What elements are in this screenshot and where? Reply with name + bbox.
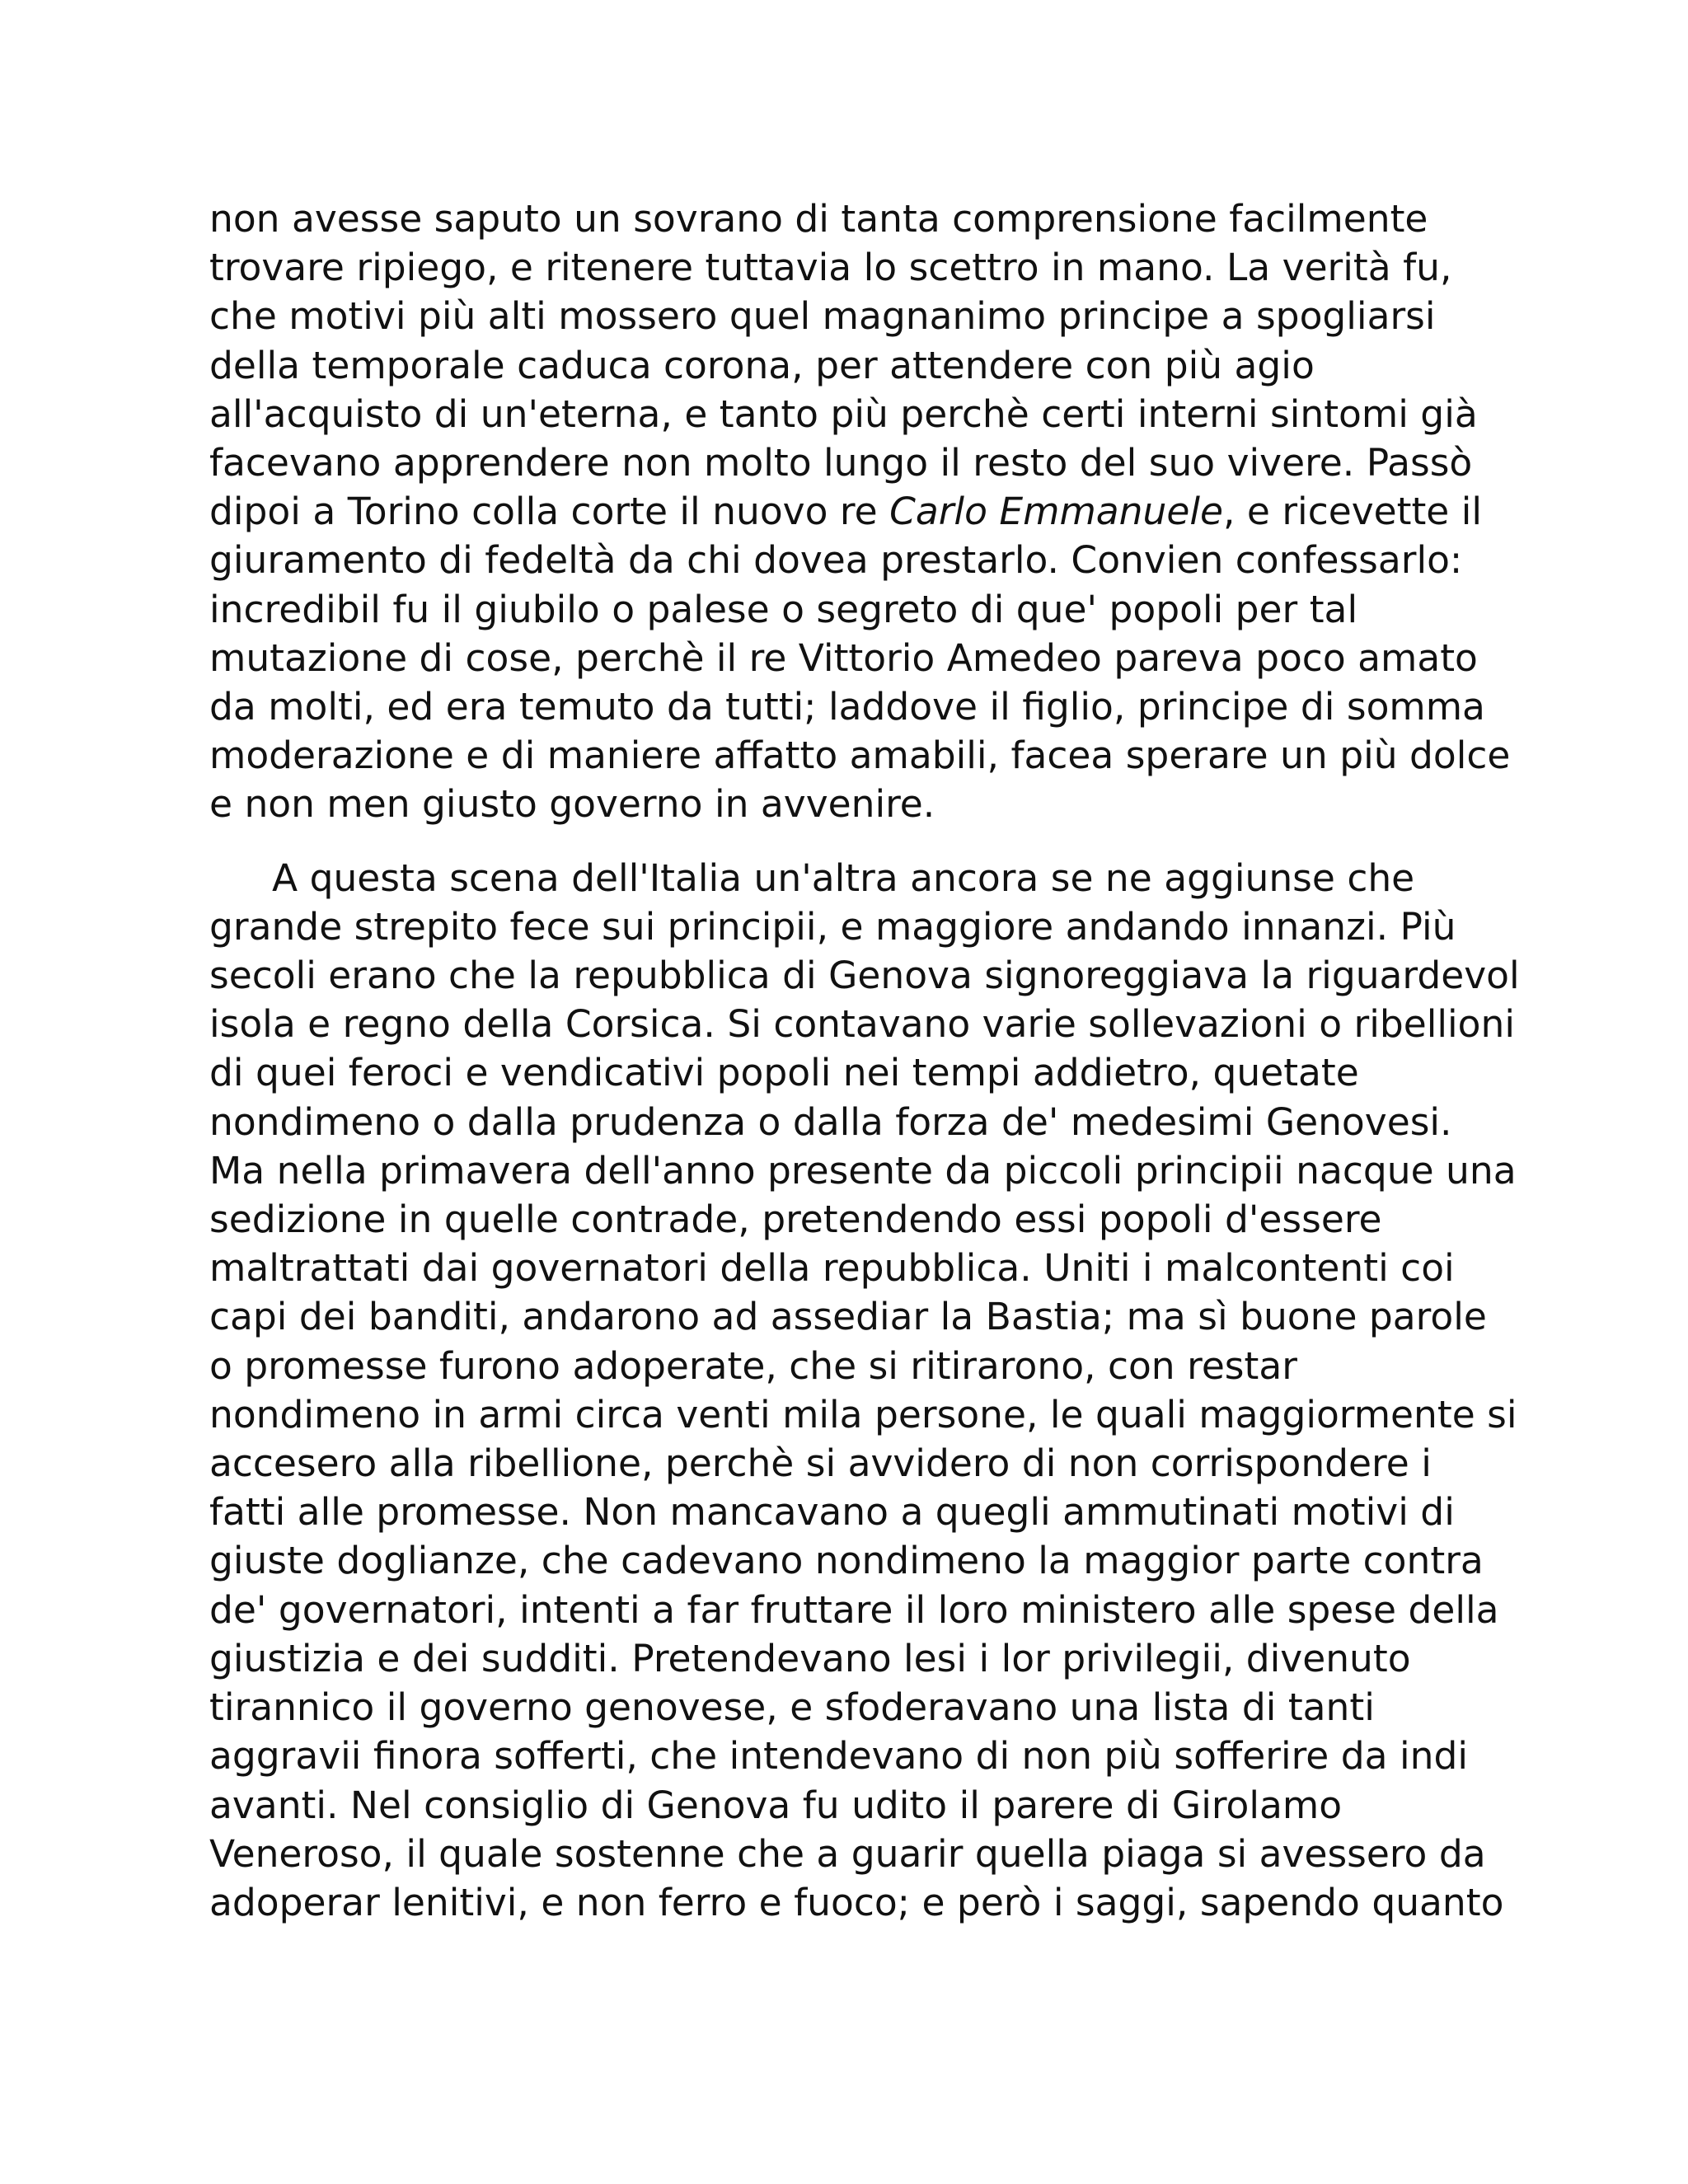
text-line: o promesse furono adoperate, che si ritirarono, con restar (209, 1343, 1297, 1388)
text-line: capi dei banditi, andarono ad assediar la Bastia; ma sì buone parole (209, 1295, 1487, 1339)
text-line: della temporale caduca corona, per attendere con più agio (209, 343, 1315, 387)
text-line: tirannico il governo genovese, e sfoderavano una lista di tanti (209, 1685, 1375, 1730)
text-line: giuramento di fedeltà da chi dovea prestarlo. Convien confessarlo: (209, 538, 1463, 583)
text-line: sedizione in quelle contrade, pretendendo essi popoli d'essere (209, 1197, 1382, 1242)
text-line: avanti. Nel consiglio di Genova fu udito il parere di Girolamo (209, 1783, 1343, 1827)
text-line: nondimeno in armi circa venti mila persone, le quali maggiormente si (209, 1392, 1517, 1436)
text-line: fatti alle promesse. Non mancavano a quegli ammutinati motivi di (209, 1490, 1455, 1535)
text-line: che motivi più alti mossero quel magnanimo principe a spogliarsi (209, 294, 1436, 339)
text-line: secoli erano che la repubblica di Genova signoreggiava la riguardevol (209, 954, 1520, 998)
italic-name: Carlo Emmanuele (889, 490, 1223, 534)
document-page (209, 194, 1520, 1927)
text-line: di quei feroci e vendicativi popoli nei tempi addietro, quetate (209, 1051, 1359, 1095)
text-line: all'acquisto di un'eterna, e tanto più perchè certi interni sintomi già (209, 391, 1478, 436)
text-segment: dipoi a Torino colla corte il nuovo re (209, 490, 890, 534)
text-line (209, 487, 1512, 536)
text-segment: , e ricevette il (1222, 490, 1483, 534)
text-line: isola e regno della Corsica. Si contavano varie sollevazioni o ribellioni (209, 1002, 1515, 1047)
text-line: e non men giusto governo in avvenire. (209, 782, 935, 827)
text-line: grande strepito fece sui principii, e maggiore andando innanzi. Più (209, 904, 1456, 949)
text-line: da molti, ed era temuto da tutti; laddove il figlio, principe di somma (209, 685, 1485, 729)
text-line: de' governatori, intenti a far fruttare il loro ministero alle spese della (209, 1587, 1499, 1632)
paragraph-1 (209, 194, 1512, 829)
paragraph-gap (209, 829, 1512, 854)
text-line: Ma nella primavera dell'anno presente da piccoli principii nacque una (209, 1148, 1517, 1193)
text-line: aggravii finora sofferti, che intendevano di non più sofferire da indi (209, 1734, 1468, 1779)
text-line: maltrattati dai governatori della repubblica. Uniti i malcontenti coi (209, 1246, 1455, 1291)
text-line: Veneroso, il quale sostenne che a guarir quella piaga si avessero da (209, 1831, 1486, 1876)
text-line: adoperar lenitivi, e non ferro e fuoco; e però i saggi, sapendo quanto (209, 1880, 1504, 1924)
text-line: non avesse saputo un sovrano di tanta comprensione facilmente (209, 197, 1428, 241)
text-line: A questa scena dell'Italia un'altra ancora se ne aggiunse che (272, 855, 1415, 900)
text-line: nondimeno o dalla prudenza o dalla forza de' medesimi Genovesi. (209, 1099, 1452, 1144)
text-line: facevano apprendere non molto lungo il resto del suo vivere. Passò (209, 441, 1473, 485)
text-line: moderazione e di maniere affatto amabili, facea sperare un più dolce (209, 733, 1511, 778)
paragraph-2 (209, 854, 1520, 1927)
text-line: giustizia e dei sudditi. Pretendevano lesi i lor privilegii, divenuto (209, 1636, 1411, 1680)
text-line: trovare ripiego, e ritenere tuttavia lo scettro in mano. La verità fu, (209, 246, 1452, 290)
text-line: incredibil fu il giubilo o palese o segreto di que' popoli per tal (209, 587, 1358, 631)
text-line: giuste doglianze, che cadevano nondimeno la maggior parte contra (209, 1539, 1484, 1583)
text-line: mutazione di cose, perchè il re Vittorio Amedeo pareva poco amato (209, 635, 1478, 680)
text-line: accesero alla ribellione, perchè si avvidero di non corrispondere i (209, 1441, 1432, 1486)
